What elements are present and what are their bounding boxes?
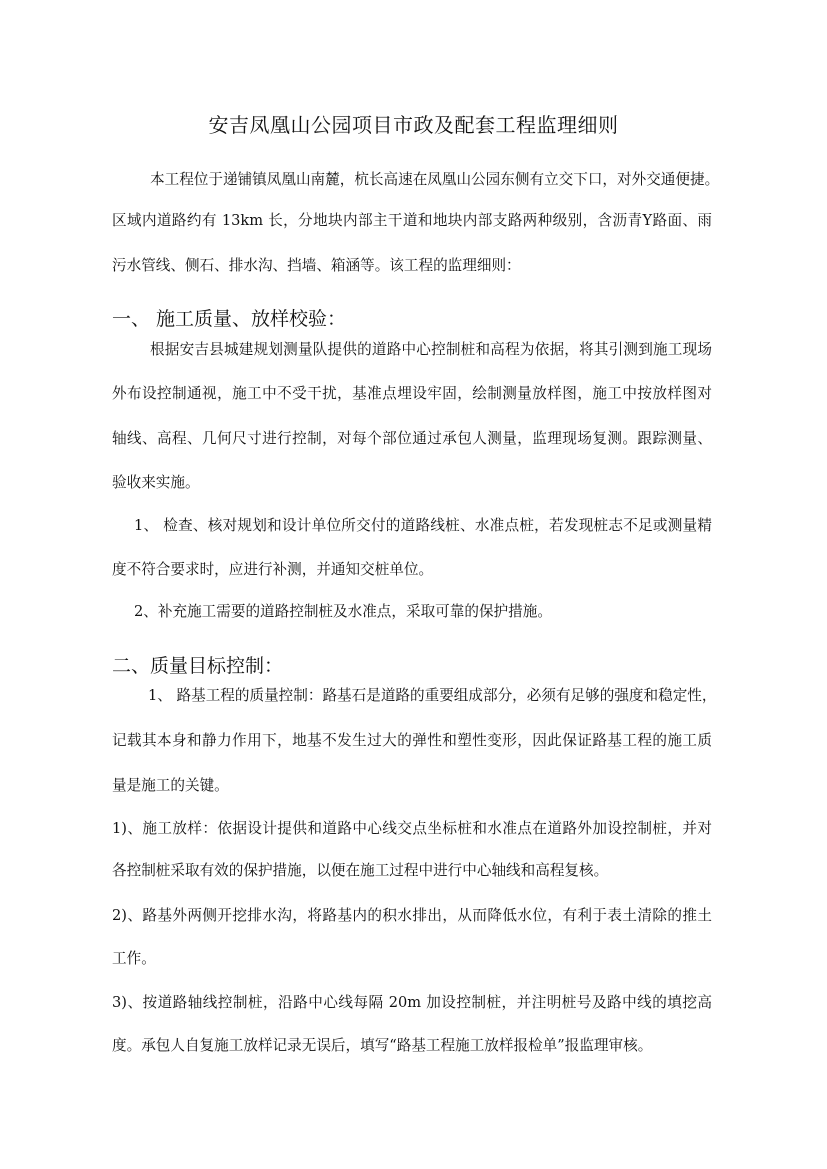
section-2-sub-2-line-2: 工作。 (112, 950, 156, 967)
section-2-item-1-line-3: 量是施工的关键。 (112, 777, 229, 794)
intro-line-3: 污水管线、侧石、排水沟、挡墙、箱涵等。该工程的监理细则： (112, 257, 521, 274)
section-2-item-1-line-1: 1、 路基工程的质量控制：路基石是道路的重要组成部分，必须有足够的强度和稳定性， (148, 687, 717, 704)
section-1-para-line-4: 验收来实施。 (112, 474, 200, 491)
section-2-sub-3-line-1: 3)、按道路轴线控制桩，沿路中心线每隔 20m 加设控制桩，并注明桩号及路中线的填挖高 (112, 994, 712, 1011)
section-1-heading: 一、 施工质量、放样校验： (112, 308, 347, 330)
section-1-item-1-line-1: 1、 检查、核对规划和设计单位所交付的道路线桩、水准点桩，若发现桩志不足或测量精 (134, 517, 712, 534)
section-2-heading: 二、质量目标控制： (112, 655, 284, 677)
section-1-para-line-2: 外布设控制通视，施工中不受干扰，基准点埋设牢固，绘制测量放样图，施工中按放样图对 (112, 385, 712, 402)
section-2-sub-1-line-2: 各控制桩采取有效的保护措施，以便在施工过程中进行中心轴线和高程复核。 (112, 862, 609, 879)
section-2-sub-3-line-2: 度。承包人自复施工放样记录无误后，填写“路基工程施工放样报检单”报监理审核。 (112, 1037, 653, 1054)
section-2-item-1-line-2: 记载其本身和静力作用下，地基不发生过大的弹性和塑性变形，因此保证路基工程的施工质 (112, 732, 712, 749)
section-1-para-line-3: 轴线、高程、几何尺寸进行控制，对每个部位通过承包人测量，监理现场复测。跟踪测量、 (112, 430, 712, 447)
section-1-item-2: 2、补充施工需要的道路控制桩及水准点，采取可靠的保护措施。 (134, 603, 552, 620)
intro-line-2: 区域内道路约有 13km 长，分地块内部主干道和地块内部支路两种级别，含沥青Y路面、雨 (112, 212, 712, 229)
section-2-sub-1-line-1: 1)、施工放样：依据设计提供和道路中心线交点坐标桩和水准点在道路外加设控制桩，并对 (112, 820, 712, 837)
section-2-sub-2-line-1: 2)、路基外两侧开挖排水沟，将路基内的积水排出，从而降低水位，有利于表土清除的推土 (112, 907, 712, 924)
page-title: 安吉凤凰山公园项目市政及配套工程监理细则 (208, 113, 619, 137)
section-1-item-1-line-2: 度不符合要求时，应进行补测，并通知交桩单位。 (112, 561, 434, 578)
intro-line-1: 本工程位于递铺镇凤凰山南麓，杭长高速在凤凰山公园东侧有立交下口，对外交通便捷。 (150, 171, 720, 188)
section-1-para-line-1: 根据安吉县城建规划测量队提供的道路中心控制桩和高程为依据，将其引测到施工现场 (150, 341, 712, 358)
